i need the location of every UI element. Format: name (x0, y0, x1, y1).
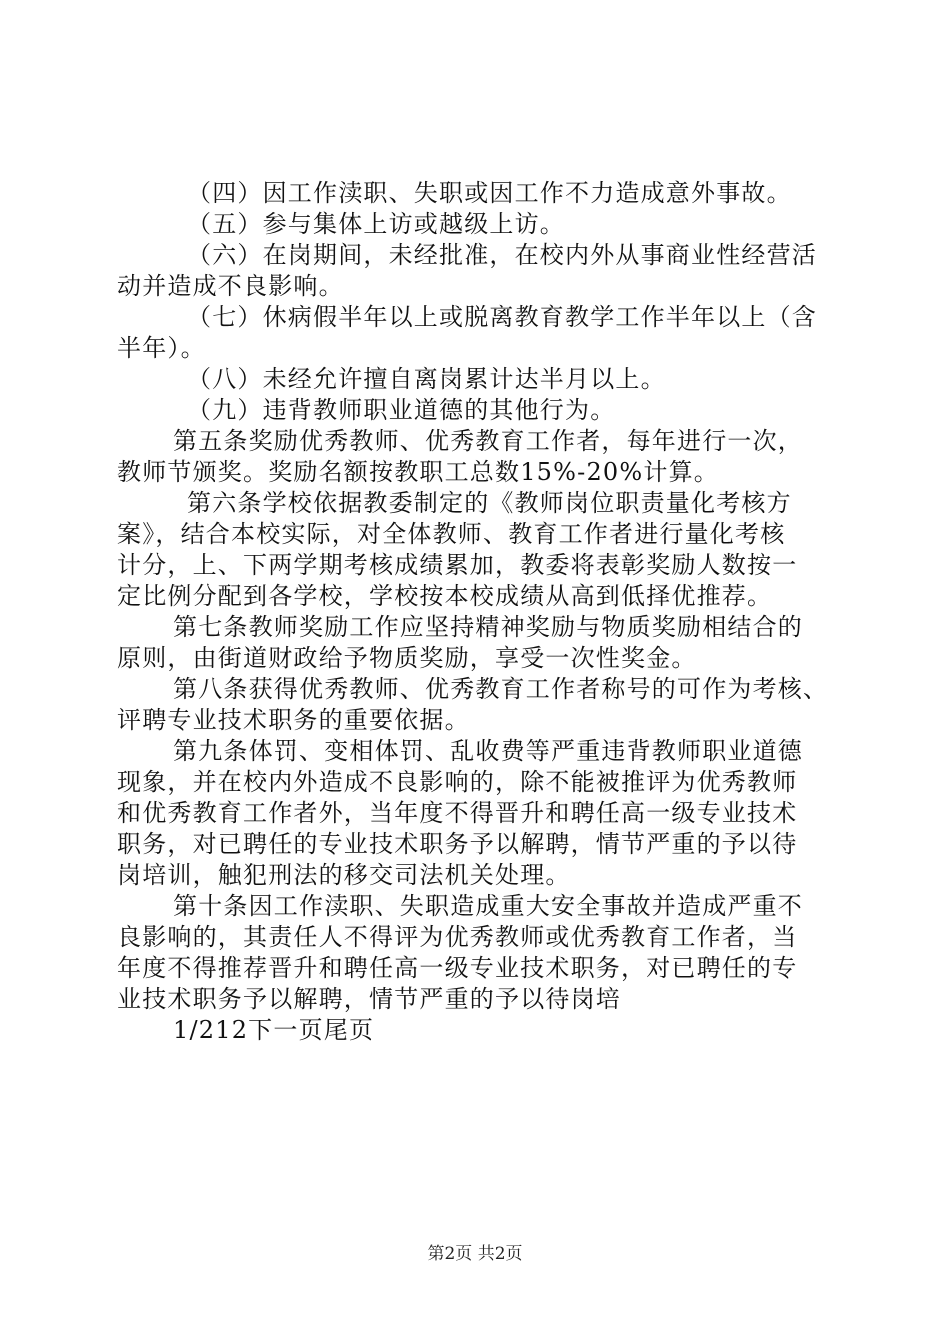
text-line: 职务，对已聘任的专业技术职务予以解聘，情节严重的予以待 (117, 830, 798, 858)
text-line: 动并造成不良影响。 (117, 272, 344, 300)
text-line: （六）在岗期间，未经批准，在校内外从事商业性经营活 (187, 241, 817, 269)
text-line: （七）休病假半年以上或脱离教育教学工作半年以上（含 (187, 303, 817, 331)
text-line: 良影响的，其责任人不得评为优秀教师或优秀教育工作者，当 (117, 923, 798, 951)
text-line: 定比例分配到各学校，学校按本校成绩从高到低择优推荐。 (117, 582, 773, 610)
text-line: 第六条学校依据教委制定的《教师岗位职责量化考核方 (187, 489, 792, 517)
text-line: 半年）。 (117, 334, 206, 362)
text-line: 第八条获得优秀教师、优秀教育工作者称号的可作为考核、 (173, 675, 829, 703)
page-footer: 第2页 共2页 (427, 1244, 523, 1264)
text-line: 案》，结合本校实际，对全体教师、教育工作者进行量化考核 (117, 520, 786, 548)
text-line: 业技术职务予以解聘，情节严重的予以待岗培 (117, 985, 621, 1013)
text-line: 教师节颁奖。奖励名额按教职工总数15%-20%计算。 (117, 458, 719, 486)
text-line: 第十条因工作渎职、失职造成重大安全事故并造成严重不 (173, 892, 803, 920)
text-line: 现象，并在校内外造成不良影响的，除不能被推评为优秀教师 (117, 768, 798, 796)
text-line: 岗培训，触犯刑法的移交司法机关处理。 (117, 861, 571, 889)
text-line: 第七条教师奖励工作应坚持精神奖励与物质奖励相结合的 (173, 613, 803, 641)
text-line: 原则，由街道财政给予物质奖励，享受一次性奖金。 (117, 644, 697, 672)
text-line: （五）参与集体上访或越级上访。 (187, 210, 565, 238)
text-line: 第五条奖励优秀教师、优秀教育工作者，每年进行一次， (173, 427, 803, 455)
text-line: 年度不得推荐晋升和聘任高一级专业技术职务，对已聘任的专 (117, 954, 798, 982)
text-line: 评聘专业技术职务的重要依据。 (117, 706, 470, 734)
text-line: （四）因工作渎职、失职或因工作不力造成意外事故。 (187, 179, 792, 207)
text-line: （八）未经允许擅自离岗累计达半月以上。 (187, 365, 666, 393)
text-line: 计分，上、下两学期考核成绩累加，教委将表彰奖励人数按一 (117, 551, 798, 579)
pagination-text: 1/212下一页尾页 (173, 1016, 375, 1044)
text-line: （九）违背教师职业道德的其他行为。 (187, 396, 616, 424)
text-line: 和优秀教育工作者外，当年度不得晋升和聘任高一级专业技术 (117, 799, 798, 827)
text-line: 第九条体罚、变相体罚、乱收费等严重违背教师职业道德 (173, 737, 803, 765)
